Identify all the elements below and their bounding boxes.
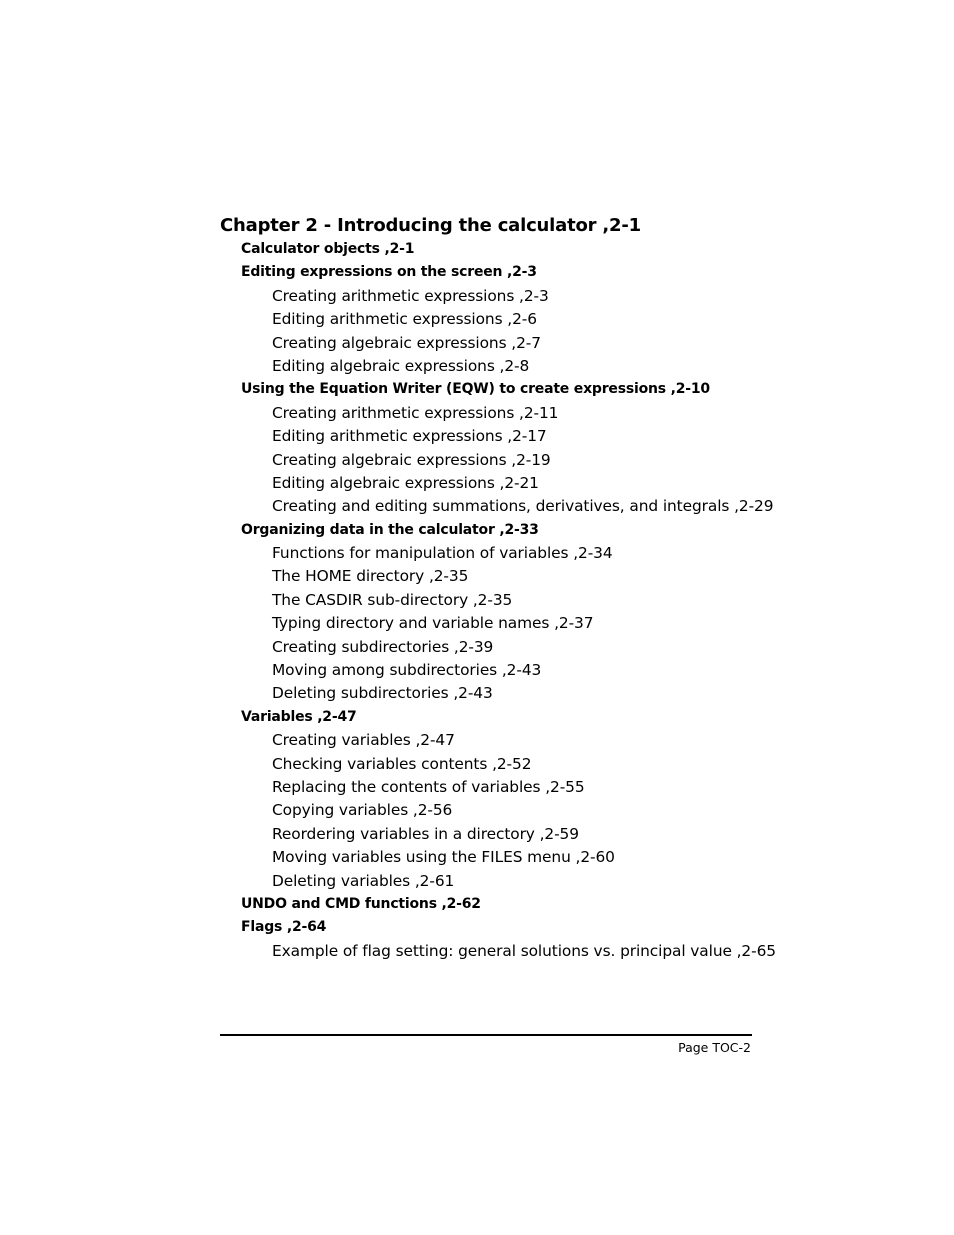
section-editing-expressions[interactable]: Editing expressions on the screen ,2-3 — [241, 264, 537, 281]
toc-entry[interactable]: Typing directory and variable names ,2-37 — [272, 614, 594, 633]
toc-entry[interactable]: Example of flag setting: general solutions vs. principal value ,2-65 — [272, 941, 776, 960]
toc-entry[interactable]: Moving among subdirectories ,2-43 — [272, 661, 542, 680]
toc-entry[interactable]: Deleting subdirectories ,2-43 — [272, 684, 493, 703]
chapter-heading[interactable]: Chapter 2 - Introducing the calculator ,2-1 — [220, 215, 641, 236]
toc-entry[interactable]: The CASDIR sub-directory ,2-35 — [272, 590, 513, 609]
toc-entry[interactable]: Copying variables ,2-56 — [272, 801, 453, 820]
toc-entry[interactable]: Creating and editing summations, derivatives, and integrals ,2-29 — [272, 497, 774, 516]
toc-entry[interactable]: Functions for manipulation of variables ,2-34 — [272, 544, 613, 563]
toc-entry[interactable]: The HOME directory ,2-35 — [272, 567, 469, 586]
section-undo-cmd[interactable]: UNDO and CMD functions ,2-62 — [241, 895, 481, 912]
toc-entry[interactable]: Creating arithmetic expressions ,2-11 — [272, 403, 559, 422]
section-organizing-data[interactable]: Organizing data in the calculator ,2-33 — [241, 521, 539, 538]
toc-entry[interactable]: Creating algebraic expressions ,2-19 — [272, 450, 551, 469]
toc-entry[interactable]: Editing arithmetic expressions ,2-17 — [272, 427, 547, 446]
toc-entry[interactable]: Replacing the contents of variables ,2-55 — [272, 777, 585, 796]
toc-entry[interactable]: Checking variables contents ,2-52 — [272, 754, 532, 773]
toc-entry[interactable]: Editing algebraic expressions ,2-21 — [272, 473, 539, 492]
table-of-contents — [220, 214, 776, 963]
toc-entry[interactable]: Creating variables ,2-47 — [272, 731, 455, 750]
section-calculator-objects[interactable]: Calculator objects ,2-1 — [241, 241, 415, 257]
section-flags[interactable]: Flags ,2-64 — [241, 919, 327, 936]
toc-entry[interactable]: Creating algebraic expressions ,2-7 — [272, 333, 541, 352]
footer-divider — [220, 1034, 752, 1036]
toc-entry[interactable]: Moving variables using the FILES menu ,2-60 — [272, 848, 615, 867]
toc-entry[interactable]: Deleting variables ,2-61 — [272, 871, 455, 890]
section-variables[interactable]: Variables ,2-47 — [241, 708, 357, 725]
page-number: Page TOC-2 — [678, 1040, 751, 1055]
toc-entry[interactable]: Editing arithmetic expressions ,2-6 — [272, 310, 537, 329]
section-equation-writer[interactable]: Using the Equation Writer (EQW) to create expressions ,2-10 — [241, 381, 710, 398]
toc-entry[interactable]: Editing algebraic expressions ,2-8 — [272, 356, 530, 375]
toc-entry[interactable]: Reordering variables in a directory ,2-59 — [272, 824, 579, 843]
toc-entry[interactable]: Creating subdirectories ,2-39 — [272, 637, 494, 656]
toc-entry[interactable]: Creating arithmetic expressions ,2-3 — [272, 286, 549, 305]
